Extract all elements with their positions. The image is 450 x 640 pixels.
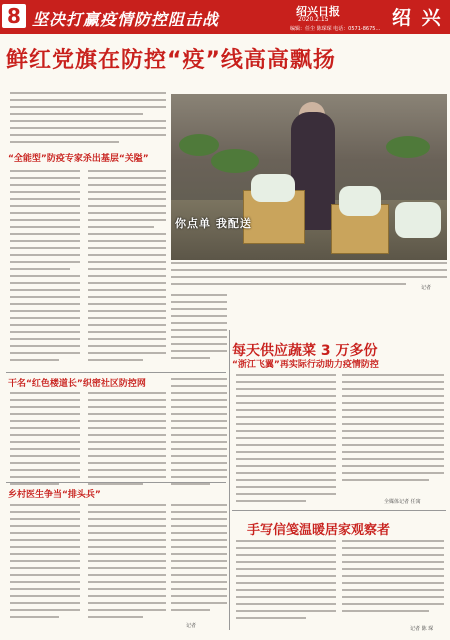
divider-3 [232, 510, 446, 511]
body-column-4 [10, 392, 80, 490]
issue-date: 2020.2.15 [298, 16, 329, 23]
photo-caption [171, 262, 447, 290]
sidebar-story2-title: 手写信笺温暖居家观察者 [247, 523, 391, 538]
sidebar-story2-col1 [236, 540, 336, 624]
main-headline: 鲜红党旗在防控“疫”线高高飘扬 [6, 48, 336, 73]
sidebar-story1-subtitle: “浙江飞翼”再实际行动助力疫情防控 [232, 360, 379, 370]
body-column-1 [10, 170, 80, 366]
sidebar-story1-byline: 全媒体记者 任寓 [384, 499, 421, 505]
editor-line: 编辑：任尘 陈琛琛 电话：0571-8675… [290, 26, 381, 32]
body-column-9 [171, 504, 227, 616]
sidebar-story1-title: 每天供应蔬菜 3 万多份 [232, 343, 378, 359]
divider-1 [6, 372, 226, 373]
news-photo [171, 94, 447, 260]
campaign-slogan: 坚决打赢疫情防控阻击战 [32, 10, 220, 29]
subhead-3: 乡村医生争当“排头兵” [8, 490, 101, 500]
photo-label: 你点单 我配送 [175, 217, 252, 230]
column-divider [229, 330, 230, 630]
page-banner [0, 0, 450, 34]
paper-brand: 绍兴日报 [296, 5, 340, 18]
subhead-1: “全能型”防疫专家杀出基层“关隘” [8, 154, 149, 164]
intro-text-block [10, 92, 166, 148]
body-column-5 [88, 392, 166, 490]
sidebar-story2-col2 [342, 540, 444, 617]
photo-credit: 记者 [421, 285, 432, 291]
sidebar-story1-col2 [342, 374, 444, 486]
body-column-7 [10, 504, 80, 623]
body-column-6 [171, 378, 227, 490]
sidebar-story1-col1 [236, 374, 336, 507]
subhead-2: 干名“红色楼道长”织密社区防控网 [8, 379, 146, 389]
body-column-8 [88, 504, 166, 623]
divider-2 [6, 482, 226, 483]
sidebar-story2-byline: 记者 陈 琛 [410, 626, 434, 632]
section-name: 绍 兴 [392, 7, 443, 29]
page-number: 8 [2, 4, 26, 28]
article-byline: 记者 [186, 623, 197, 629]
body-column-3 [171, 294, 227, 364]
body-column-2 [88, 170, 166, 366]
